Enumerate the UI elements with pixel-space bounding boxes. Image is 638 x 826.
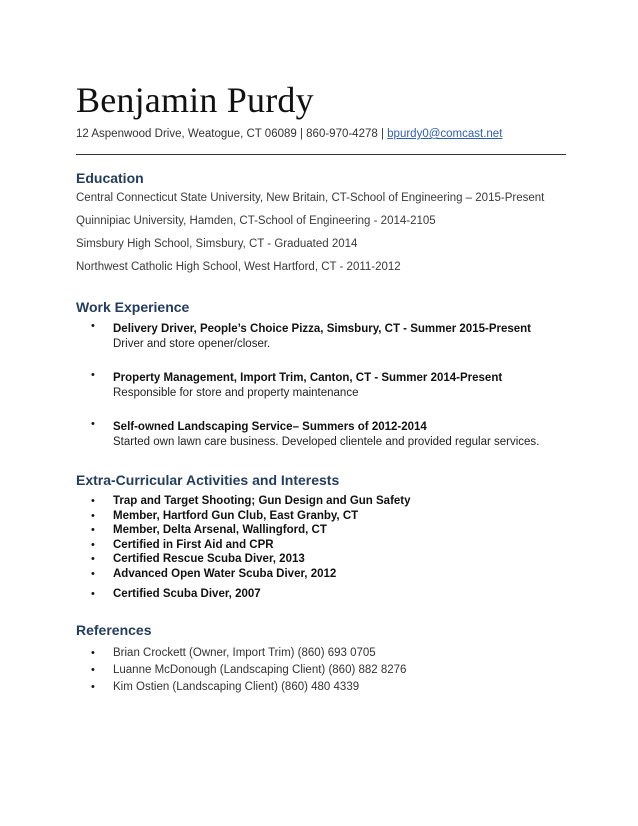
education-entry: Simsbury High School, Simsbury, CT - Graduated 2014 — [76, 238, 358, 250]
activity-text: Trap and Target Shooting; Gun Design and Gun Safety — [113, 495, 411, 507]
list-item — [76, 523, 566, 538]
activity-text: Certified Scuba Diver, 2007 — [113, 588, 261, 600]
job-title: Property Management, Import Trim, Canton, CT - Summer 2014-Present — [113, 372, 503, 384]
bullet-icon: • — [91, 524, 95, 536]
bullet-icon: • — [91, 567, 95, 580]
header-divider — [76, 154, 566, 155]
bullet-icon: • — [91, 509, 95, 522]
work-experience-list — [76, 321, 566, 450]
job-title: Self-owned Landscaping Service– Summers of 2012-2014 — [113, 421, 427, 433]
job-description: Driver and store opener/closer. — [113, 338, 271, 350]
work-item — [76, 321, 566, 352]
references-heading: References — [76, 621, 152, 638]
education-entry: Central Connecticut State University, New Britain, CT-School of Engineering – 2015-Present — [76, 192, 545, 204]
bullet-icon: • — [91, 680, 95, 693]
bullet-icon: • — [91, 588, 95, 600]
list-item — [76, 645, 566, 662]
applicant-name: Benjamin Purdy — [76, 80, 314, 120]
work-item — [76, 419, 566, 450]
education-entry: Northwest Catholic High School, West Hartford, CT - 2011-2012 — [76, 261, 401, 273]
bullet-icon: • — [91, 663, 95, 676]
reference-text: Brian Crockett (Owner, Import Trim) (860) 693 0705 — [113, 646, 376, 659]
list-item — [76, 587, 566, 602]
job-title: Delivery Driver, People’s Choice Pizza, Simsbury, CT - Summer 2015-Present — [113, 323, 532, 335]
list-item — [76, 494, 566, 509]
contact-details: 12 Aspenwood Drive, Weatogue, CT 06089 | 860-970-4278 | — [76, 128, 388, 140]
extracurricular-list — [76, 494, 566, 602]
education-entry: Quinnipiac University, Hamden, CT-School of Engineering - 2014-2105 — [76, 215, 436, 227]
list-item — [76, 509, 566, 524]
list-item — [76, 567, 566, 582]
contact-line — [76, 128, 566, 140]
bullet-icon: • — [91, 418, 95, 430]
activity-text: Certified Rescue Scuba Diver, 2013 — [113, 553, 305, 565]
education-heading: Education — [76, 170, 144, 186]
bullet-icon: • — [91, 538, 95, 551]
bullet-icon: • — [91, 553, 95, 565]
reference-text: Kim Ostien (Landscaping Client) (860) 480 4339 — [113, 680, 360, 693]
work-item — [76, 370, 566, 401]
email-link[interactable]: bpurdy0@comcast.net — [387, 128, 503, 140]
reference-text: Luanne McDonough (Landscaping Client) (860) 882 8276 — [113, 663, 407, 676]
list-item — [76, 679, 566, 696]
bullet-icon: • — [91, 495, 95, 507]
list-item — [76, 538, 566, 553]
job-description: Started own lawn care business. Developed clientele and provided regular services. — [113, 436, 540, 448]
extracurricular-heading: Extra-Curricular Activities and Interests — [76, 472, 340, 488]
references-list — [76, 645, 566, 696]
list-item — [76, 662, 566, 679]
activity-text: Member, Delta Arsenal, Wallingford, CT — [113, 524, 327, 536]
work-experience-heading: Work Experience — [76, 299, 190, 315]
list-item — [76, 552, 566, 567]
activity-text: Certified in First Aid and CPR — [113, 538, 274, 551]
activity-text: Member, Hartford Gun Club, East Granby, CT — [113, 509, 359, 522]
bullet-icon: • — [91, 369, 95, 381]
resume-page — [76, 80, 566, 696]
activity-text: Advanced Open Water Scuba Diver, 2012 — [113, 567, 337, 580]
bullet-icon: • — [91, 646, 95, 659]
job-description: Responsible for store and property maintenance — [113, 387, 359, 399]
bullet-icon: • — [91, 320, 95, 332]
